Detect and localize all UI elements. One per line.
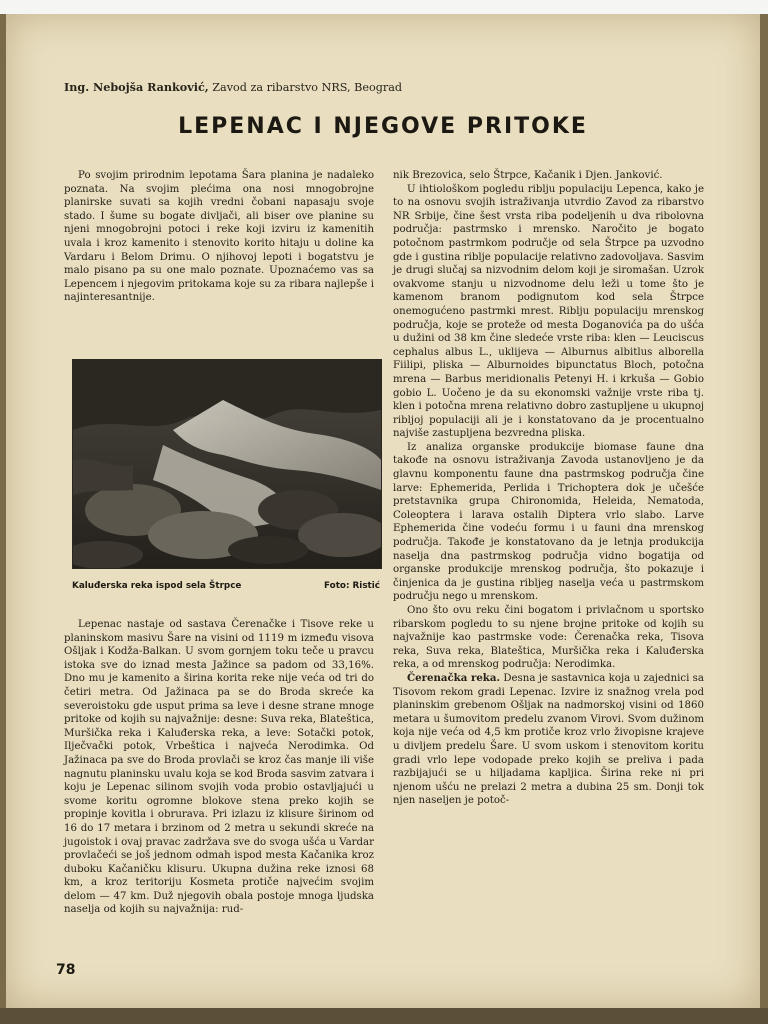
top-margin [0, 0, 768, 14]
river-photo-image [73, 360, 381, 568]
bottom-margin [0, 1008, 768, 1024]
magazine-page [6, 14, 760, 1008]
page-number: 78 [56, 962, 76, 978]
right-paragraph-5-body: Desna je sastavnica koja u zajednici sa Tisovom rekom gradi Lepenac. Izvire iz snažnog vrela pod planinskim grebenom Ošljak na nadmorskoj visini od 1860 metara u šumovitom predelu zvanom Virovi. Svom dužinom koja nije veća od 4,5 km protiče kroz vrlo živopisne krajeve u divljem predelu Šare. U svom uskom i stenovitom koritu gradi vrlo lepe vodopade preko kojih se preliva i pada razbijajući se u hiljadama kapljica. Širina reke ni pri njenom ušću ne prelazi 2 metra a dubina 25 sm. Donji tok njen naseljen je potoč- [393, 672, 704, 807]
section-heading-cerenacka: Čerenačka reka. [407, 671, 501, 684]
left-body-column [64, 618, 374, 917]
photo-credit: Foto: Ristić [324, 581, 380, 591]
article-title: LEPENAC I NJEGOVE PRITOKE [178, 114, 588, 139]
right-column [393, 169, 704, 808]
photo-caption-text: Kaluđerska reka ispod sela Štrpce [72, 581, 242, 591]
right-paragraph-4: Ono što ovu reku čini bogatom i privlačnom u sportsko ribarskom pogledu to su njene brojne pritoke od kojih su najvažnije kao pastrmske vode: Čerenačka reka, Tisova reka, Suva reka, Blateštica, Muršička reka i Kaluđerska reka, a od mrenskog područja: Nerodimka. [393, 605, 704, 671]
right-paragraph-5 [393, 672, 704, 808]
right-paragraph-3: Iz analiza organske produkcije biomase faune dna takođe na osnovu istraživanja Zavoda ustanovljeno je da glavnu komponentu faune dna pastrmskog područja čine larve: Ephemerida, Perlida i Trichoptera dok je učešće pretstavnika grupa Chironomida, Heleida, Nematoda, Coleoptera i larava ostalih Diptera vrlo slabo. Larve Ephemerida čine vodeću formu i u fauni dna mrenskog područja. Takođe je konstatovano da je letnja produkcija naselja dna pastrmskog područja vidno bogatija od organske produkcije mrenskog područja, što pokazuje i činjenica da je gustina ribljeg naselja veća u pastrmskom području nego u mrenskom. [393, 441, 704, 603]
author-affiliation: Zavod za ribarstvo NRS, Beograd [208, 81, 403, 94]
photo-caption [72, 581, 380, 591]
right-paragraph-2: U ihtiološkom pogledu riblju populaciju Lepenca, kako je to na osnovu svojih istraživanja utvrdio Zavod za ribarstvo NR Srbije, čine šest vrsta riba podeljenih u dva ribolovna područja: pastrmsko i mrensko. Naročito je bogato potočnom pastrmkom područje od sela Štrpce pa uzvodno gde i gustina riblje populacije relativno zadovoljava. Sasvim je drugi slučaj sa nizvodnim delom koji je siromašan. Uzrok ovakvome stanju u nizvodnome delu leži u tome što je kamenom branom podignutom kod sela Štrpce onemogućeno pastrmki mrest. Riblju populaciju mrenskog područja, koje se proteže od mesta Doganovića pa do ušća u dužini od 38 km čine sledeće vrste riba: klen — Leuciscus cephalus albus L., uklijeva — Alburnus albitlus alborella Fiilipi, pliska — Alburnoides bipunctatus Bloch, potočna mrena — Barbus meridionalis Petenyi H. i krkuša — Gobio gobio L. Uočeno je da su ekonomski važnije vrste riba tj. klen i potočna mrena relativno dobro zastupljene u ukupnoj ribljoj populaciji ali je i konstatovano da je procentualno najviše zastupljena bezvredna pliska. [393, 183, 704, 440]
author-line [64, 80, 584, 94]
intro-column [64, 169, 374, 305]
right-paragraph-1: nik Brezovica, selo Štrpce, Kačanik i Djen. Janković. [393, 170, 663, 181]
intro-paragraph: Po svojim prirodnim lepotama Šara planina je nadaleko poznata. Na svojim plećima ona nosi mnogobrojne planirske suvati sa kojih vredni čobani napasaju svoje stado. I šume su bogate divljači, ali biser ove planine su njeni mnogobrojni potoci i reke koji izviru iz kamenitih uvala i kroz kamenito i stenovito korito hitaju u doline ka Vardaru i Belom Drimu. O njihovoj lepoti i bogatstvu je malo pisano pa su one malo poznate. Upoznaćemo vas sa Lepencem i njegovim pritokama koje su za ribara najlepše i najinteresantnije. [64, 170, 374, 304]
left-body-paragraph: Lepenac nastaje od sastava Čerenačke i Tisove reke u planinskom masivu Šare na visini od 1119 m između visova Ošljak i Kodža-Balkan. U svom gornjem toku teče u pravcu istoka sve do iznad mesta Jažince sa padom od 33,16%. Dno mu je kamenito a širina korita reke nije veća od tri do četiri metra. Od Jažinaca pa se do Broda skreće ka severoistoku gde usput prima sa leve i desne strane mnoge pritoke od kojih su najvažnije: desne: Suva reka, Blateštica, Muršička reka i Kaluđerska reka, a leve: Sotački potok, Ilječvački potok, Vrbeštica i najveća Nerodimka. Od Jažinaca pa sve do Broda provlači se kroz čas manje ili više nagnutu planinsku uvalu koja se kod Broda sasvim zatvara i koju je Lepenac silinom svojih voda probio ostavljajući u svome koritu ogromne blokove stena preko kojih se propinje kovitla i obrurava. Pri izlazu iz klisure širinom od 16 do 17 metara i brzinom od 2 metra u sekundi skreće na jugoistok i ovaj pravac zadržava sve do svoga ušća u Vardar provlačeći se još jednom odmah ispod mesta Kačanika kroz duboku Kačaničku klisuru. Ukupna dužina reke iznosi 68 km, a kroz teritoriju Kosmeta protiče najvećim svojim delom — 47 km. Duž njegovih obala postoje mnoga ljudska naselja od kojih su najvažnija: rud- [64, 619, 374, 916]
author-name: Ing. Nebojša Ranković, [64, 80, 209, 94]
river-photo [72, 359, 382, 569]
